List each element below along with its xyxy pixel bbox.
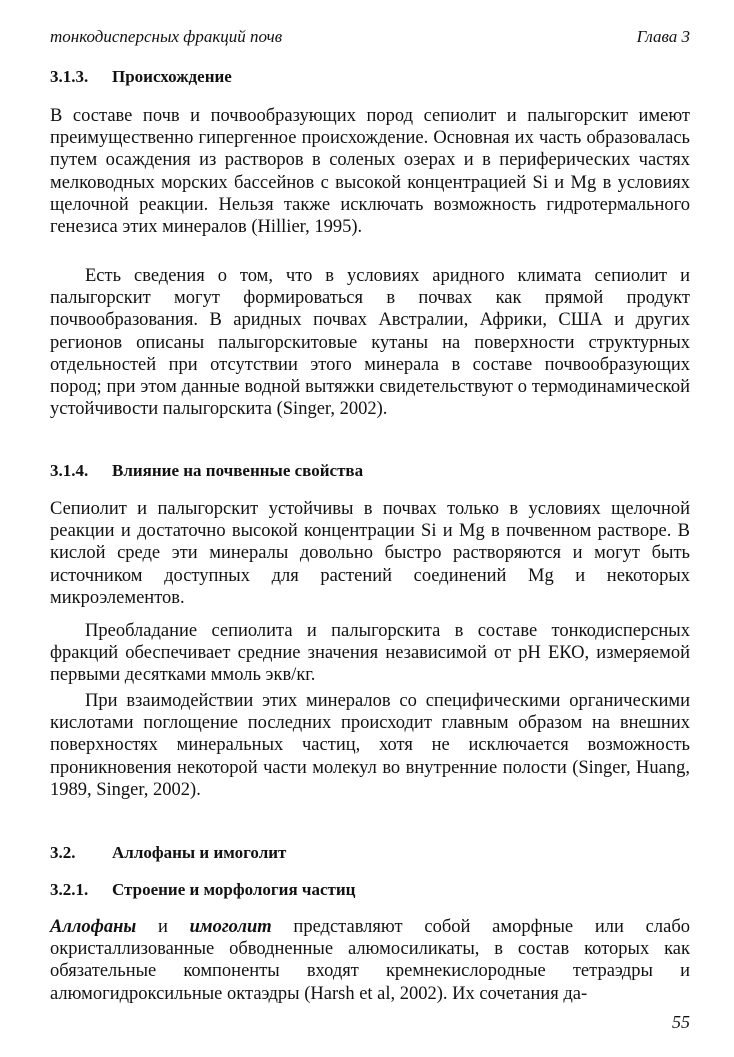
paragraph-origin-2: Есть сведения о том, что в условиях аридного климата сепиолит и палыгорскит могут формироваться в почвах как прямой продукт почвообразования. В аридных почвах Австралии, Африки, США и других регионов описаны палыгорскитовые кутаны на поверхности структурных отдельностей при отсутствии этого минерала в составе почвообразующих пород; при этом данные водной вытяжки свидетельствуют о термодинамической устойчивости палыгорскита (Singer, 2002). (50, 266, 690, 420)
section-title: Происхождение (112, 67, 232, 86)
section-title: Аллофаны и имоголит (112, 843, 287, 862)
paragraph-properties-2: Преобладание сепиолита и палыгорскита в составе тонкодисперсных фракций обеспечивает средние значения независимой от pH ЕКО, измеряемой первыми десятками ммоль экв/кг. (50, 621, 690, 686)
section-heading-3-1-4 (50, 461, 363, 481)
running-header-chapter: Глава 3 (636, 27, 690, 46)
section-number: 3.2.1. (50, 880, 89, 899)
paragraph-origin-1: В составе почв и почвообразующих пород сепиолит и палыгорскит имеют преимущественно гипергенное происхождение. Основная их часть образовалась путем осаждения из растворов в соленых озерах и в периферических частях мелководных морских бассейнов с высокой концентрацией Si и Mg в условиях щелочной реакции. Нельзя также исключать возможность гидротермального генезиса этих минералов (Hillier, 1995). (50, 106, 690, 238)
section-title: Строение и морфология частиц (112, 880, 356, 899)
term-imogolite: имоголит (189, 917, 272, 937)
section-heading-3-1-3 (50, 67, 232, 87)
book-page (50, 0, 690, 1057)
section-title: Влияние на почвенные свойства (112, 461, 364, 480)
term-allophanes: Аллофаны (50, 917, 137, 937)
section-heading-3-2-1 (50, 880, 355, 900)
paragraph-structure-text: представляют собой аморфные или слабо окристаллизованные обводненные алюмосиликаты, в состав которых как обязательные компоненты входят кремнекислородные тетраэдры и алюмогидроксильные октаэдры (Harsh et al, 2002). Их сочетания да- (50, 917, 690, 1004)
section-heading-3-2 (50, 843, 286, 863)
section-number: 3.1.4. (50, 461, 89, 480)
paragraph-properties-1: Сепиолит и палыгорскит устойчивы в почвах только в условиях щелочной реакции и достаточно высокой концентрации Si и Mg в почвенном растворе. В кислой среде эти минералы довольно быстро растворяются и могут быть источником доступных для растений соединений Mg и некоторых микроэлементов. (50, 499, 690, 608)
paragraph-structure-1 (50, 916, 690, 1005)
section-number: 3.1.3. (50, 67, 89, 86)
paragraph-properties-3: При взаимодействии этих минералов со специфическими органическими кислотами поглощение последних происходит главным образом на внешних поверхностях минеральных частиц, хотя не исключается возможность проникновения некоторой части молекул во внутренние полости (Singer, Huang, 1989, Singer, 2002). (50, 691, 690, 800)
running-header (50, 27, 690, 49)
running-header-left: тонкодисперсных фракций почв (50, 27, 283, 46)
page-number: 55 (672, 1012, 690, 1032)
term-joiner: и (136, 917, 190, 937)
section-number: 3.2. (50, 843, 76, 862)
